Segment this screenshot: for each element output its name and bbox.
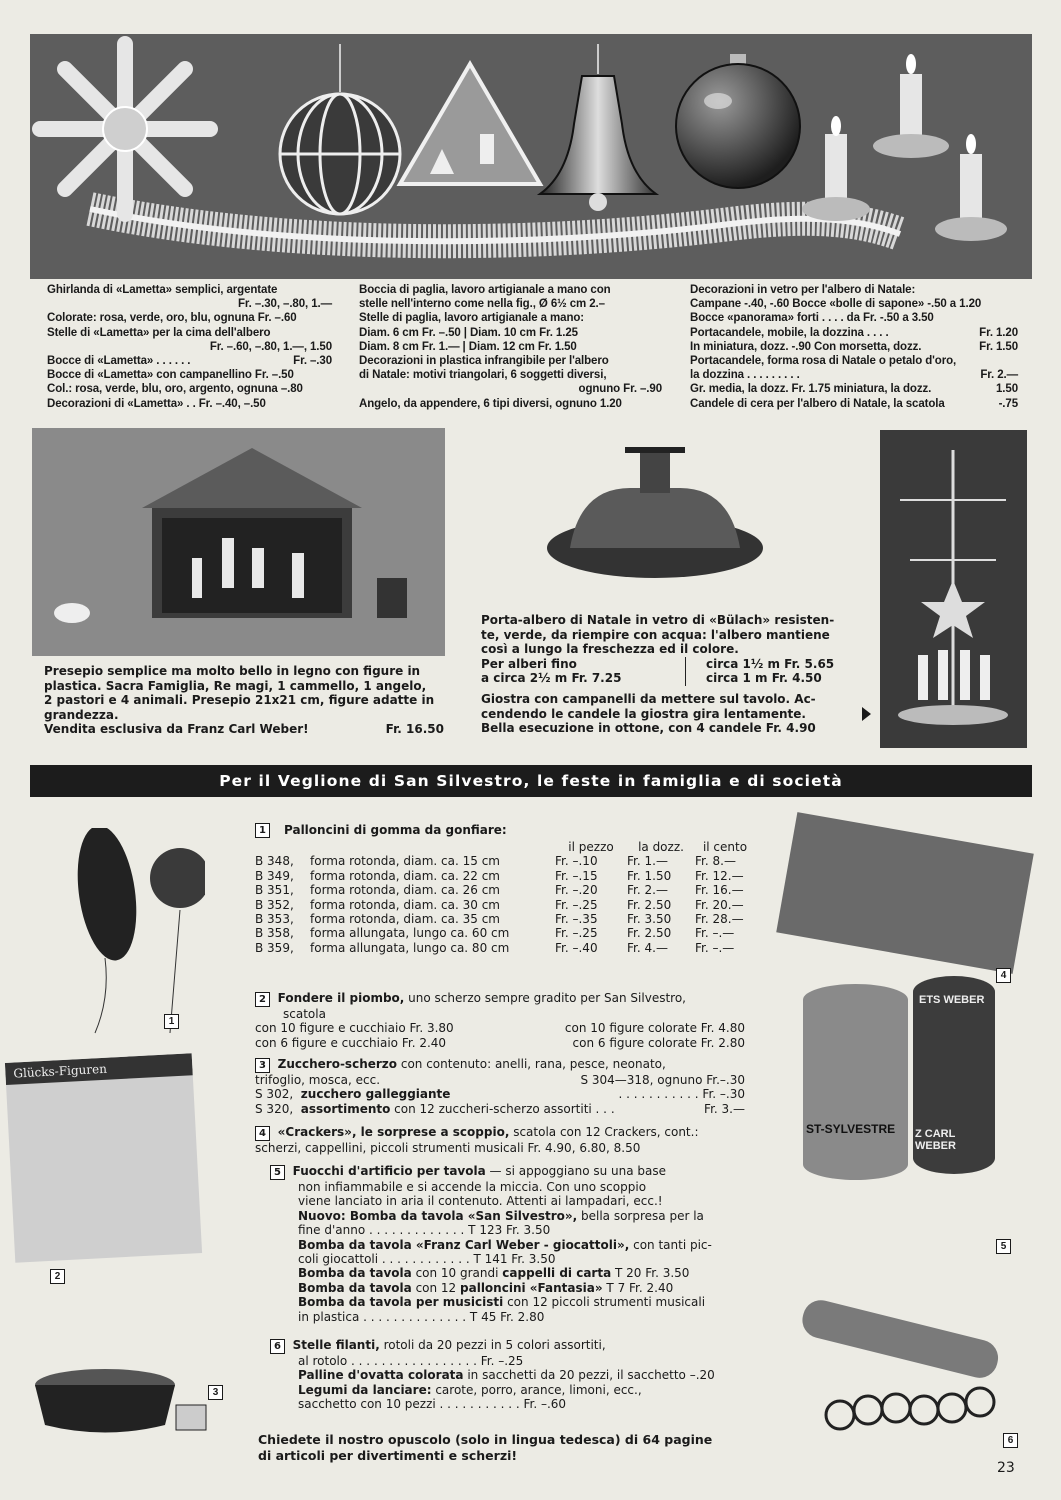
price-line-text: In miniatura, dozz. -.90 Con morsetta, dozz. xyxy=(690,340,922,353)
table-row: B 353, forma rotonda, diam. ca. 35 cm Fr. –.35 Fr. 3.50 Fr. 28.— xyxy=(255,912,744,927)
zucchero-text: trifoglio, mosca, ecc. xyxy=(255,1073,381,1087)
section-number: 6 xyxy=(270,1339,285,1354)
table-row: B 358, forma allungata, lungo ca. 60 cm Fr. –.25 Fr. 2.50 Fr. –.— xyxy=(255,926,735,941)
price-line-value: 1.50 xyxy=(996,383,1018,396)
price-line xyxy=(690,297,1018,311)
balloons-table xyxy=(255,840,755,955)
price-line xyxy=(47,297,332,311)
price-line-text: stelle nell'interno come nella fig., Ø 6½ cm 2.– xyxy=(359,298,605,311)
figure-number-4: 4 xyxy=(996,968,1011,983)
zucchero-item: assortimento xyxy=(300,1101,391,1116)
fuochi-text: non infiammabile e si accende la miccia. Con uno scoppio xyxy=(298,1180,647,1194)
crackers-text: scatola con 12 Crackers, cont.: xyxy=(509,1125,699,1139)
price-line-value: Fr. –.30 xyxy=(293,355,332,368)
page-number: 23 xyxy=(997,1460,1015,1476)
zucchero-code: S 320, xyxy=(255,1101,294,1116)
price-line xyxy=(690,340,1018,354)
porta-row: circa 1 m Fr. 4.50 xyxy=(685,671,856,686)
porta-row: circa 1½ m Fr. 5.65 xyxy=(685,657,856,672)
gluecks-label: Glücks-Figuren xyxy=(5,1053,193,1085)
table-row: B 351, forma rotonda, diam. ca. 26 cm Fr. –.20 Fr. 2.— Fr. 16.— xyxy=(255,883,744,898)
price-line-text: Decorazioni in plastica infrangibile per l'albero xyxy=(359,355,609,368)
price-line-value: Fr. –.60, –.80, 1.—, 1.50 xyxy=(209,340,332,353)
presepio-line: grandezza. xyxy=(44,707,119,722)
price-line-text: Col.: rosa, verde, blu, oro, argento, ognuna –.80 xyxy=(47,383,303,396)
price-line-value: Fr. –.30, –.80, 1.— xyxy=(238,298,332,311)
price-line xyxy=(359,311,662,325)
price-line-text: di Natale: motivi triangolari, 6 soggetti diversi, xyxy=(359,369,607,382)
piombo-title: Fondere il piombo, xyxy=(277,991,405,1005)
price-line xyxy=(47,368,332,382)
porta-line: così a lungo la freschezza ed il colore. xyxy=(481,642,739,657)
footer-line: di articoli per divertimenti e scherzi! xyxy=(258,1447,518,1463)
price-line xyxy=(47,382,332,396)
piombo-option: con 6 figure colorate Fr. 2.80 xyxy=(572,1035,745,1050)
figure-number-2: 2 xyxy=(50,1269,65,1284)
can1-label: ST-SYLVESTRE xyxy=(806,1122,896,1136)
presepio-photo xyxy=(32,428,445,656)
stelle-text: rotoli da 20 pezzi in 5 colori assortiti, xyxy=(379,1338,606,1352)
table-row: B 348, forma rotonda, diam. ca. 15 cm Fr. –.10 Fr. 1.— Fr. 8.— xyxy=(255,854,736,869)
footer-line: Chiedete il nostro opuscolo (solo in lingua tedesca) di 64 pagine xyxy=(258,1432,713,1447)
fuochi-price: T 7 Fr. 2.40 xyxy=(602,1280,674,1295)
price-line xyxy=(47,311,332,325)
legumi-price: sacchetto con 10 pezzi . . . . . . . . . . . Fr. –.60 xyxy=(298,1397,567,1412)
piombo-option: con 10 figure colorate Fr. 4.80 xyxy=(564,1021,745,1036)
presepio-line: 2 pastori e 4 animali. Presepio 21x21 cm, figure adatte in xyxy=(44,693,435,708)
zucchero-code: S 302, xyxy=(255,1087,294,1102)
porta-albero-description xyxy=(481,613,856,736)
price-line xyxy=(690,354,1018,368)
section-number: 4 xyxy=(255,1126,270,1141)
price-line xyxy=(690,397,1018,411)
fuochi-item: palloncini «Fantasia» xyxy=(460,1280,603,1295)
fuochi-title: Fuocchi d'artificio per tavola xyxy=(292,1164,486,1178)
stelle-filanti-illustration xyxy=(790,1290,1030,1440)
candle-holders-icon xyxy=(802,54,1007,241)
price-line-text: Diam. 6 cm Fr. –.50 | Diam. 10 cm Fr. 1.25 xyxy=(359,326,578,339)
price-line xyxy=(690,283,1018,297)
price-line-value: Fr. 2.— xyxy=(980,369,1018,382)
paglia-column xyxy=(359,283,662,411)
table-row: B 359, forma allungata, lungo ca. 80 cm Fr. –.40 Fr. 4.— Fr. –.— xyxy=(255,940,735,955)
triangle-decoration-icon xyxy=(400,64,540,184)
fuochi-item: Bomba da tavola xyxy=(298,1266,412,1281)
can2-bottom-label: Z CARL WEBER xyxy=(915,1128,956,1152)
fuochi-text: viene lanciato in aria il contenuto. Attenti ai lampadari, ecc.! xyxy=(298,1194,663,1209)
vetro-column xyxy=(690,283,1018,411)
giostra-line: Giostra con campanelli da mettere sul tavolo. Ac- xyxy=(481,691,816,706)
zucchero-item: zucchero galleggiante xyxy=(300,1087,451,1102)
fuochi-item: Bomba da tavola per musicisti xyxy=(298,1295,504,1310)
arrow-right-icon xyxy=(862,707,871,721)
col-header: il cento xyxy=(702,840,748,854)
legumi-title: Legumi da lanciare: xyxy=(298,1382,432,1397)
zucchero-text: con 12 zuccheri-scherzo assortiti . . . xyxy=(390,1101,615,1116)
price-line-text: Angelo, da appendere, 6 tipi diversi, ognuno 1.20 xyxy=(359,397,622,410)
porta-row: Per alberi fino xyxy=(481,656,577,671)
col-header: la dozz. xyxy=(638,840,684,854)
ornaments-illustration xyxy=(30,34,1032,279)
price-line-text: Portacandele, forma rosa di Natale o petalo d'oro, xyxy=(690,355,957,368)
glass-ball-icon xyxy=(676,54,800,188)
palline-title: Palline d'ovatta colorata xyxy=(298,1368,464,1383)
fuochi-text: con tanti pic- xyxy=(629,1237,712,1252)
price-line-text: Bocce «panorama» forti . . . . da Fr. -.50 a 3.50 xyxy=(690,312,934,325)
table-row: B 349, forma rotonda, diam. ca. 22 cm Fr. –.15 Fr. 1.50 Fr. 12.— xyxy=(255,868,744,883)
price-line-text: Stelle di «Lametta» per la cima dell'albero xyxy=(47,326,271,339)
giostra-line: Bella esecuzione in ottone, con 4 candele Fr. 4.90 xyxy=(481,721,816,736)
price-line-text: Colorate: rosa, verde, oro, blu, ognuna Fr. –.60 xyxy=(47,312,297,325)
fuochi-price: T 20 Fr. 3.50 xyxy=(611,1266,690,1281)
presepio-price: Fr. 16.50 xyxy=(385,722,444,737)
bell-icon xyxy=(540,44,656,211)
presepio-line: plastica. Sacra Famiglia, Re magi, 1 cammello, 1 angelo, xyxy=(44,678,427,693)
price-line-text: Diam. 8 cm Fr. 1.— | Diam. 12 cm Fr. 1.50 xyxy=(359,340,577,353)
zucchero-cup-illustration xyxy=(30,1330,210,1435)
fuochi-price: in plastica . . . . . . . . . . . . . . T 45 Fr. 2.80 xyxy=(298,1309,545,1324)
price-line-text: Bocce di «Lametta» . . . . . . xyxy=(47,355,191,368)
price-line-text: la dozzina . . . . . . . . . xyxy=(690,369,800,382)
price-line-value: Fr. 1.50 xyxy=(979,340,1018,353)
fuochi-price: fine d'anno . . . . . . . . . . . . . T 123 Fr. 3.50 xyxy=(298,1223,551,1238)
price-line-text: Stelle di paglia, lavoro artigianale a mano: xyxy=(359,312,585,325)
footer-note xyxy=(258,1432,798,1463)
zucchero-price: Fr. 3.— xyxy=(704,1101,745,1116)
balloons-section xyxy=(255,823,775,955)
price-line xyxy=(359,340,662,354)
stelle-price: al rotolo . . . . . . . . . . . . . . . . . Fr. –.25 xyxy=(298,1354,524,1368)
price-line xyxy=(690,382,1018,396)
porta-row: a circa 2½ m Fr. 7.25 xyxy=(481,671,622,686)
giostra-photo xyxy=(880,430,1027,748)
fuochi-can-2 xyxy=(913,976,995,1174)
price-line-text: Decorazioni in vetro per l'albero di Natale: xyxy=(690,284,916,296)
price-line xyxy=(359,368,662,382)
piombo-section xyxy=(255,991,765,1050)
price-line xyxy=(47,283,332,297)
stelle-section xyxy=(270,1338,750,1412)
price-line xyxy=(359,397,662,411)
figure-number-3: 3 xyxy=(208,1385,223,1400)
price-line xyxy=(359,354,662,368)
price-line xyxy=(690,326,1018,340)
table-row: B 352, forma rotonda, diam. ca. 30 cm Fr. –.25 Fr. 2.50 Fr. 20.— xyxy=(255,897,744,912)
straw-ball-icon xyxy=(280,44,400,214)
balloons-illustration xyxy=(35,828,205,1038)
ornaments-photo xyxy=(30,34,1032,279)
price-line-text: Candele di cera per l'albero di Natale, la scatola xyxy=(690,397,945,410)
price-line xyxy=(690,311,1018,325)
crackers-box-photo xyxy=(776,812,1034,974)
figure-number-6: 6 xyxy=(1003,1433,1018,1448)
zucchero-price: . . . . . . . . . . . Fr. –.30 xyxy=(618,1087,745,1102)
price-line xyxy=(359,326,662,340)
palline-text: in sacchetti da 20 pezzi, il sacchetto –.20 xyxy=(463,1368,715,1383)
porta-line: te, verde, da riempire con acqua: l'albero mantiene xyxy=(481,627,830,642)
fuochi-can-1 xyxy=(803,984,908,1180)
stelle-title: Stelle filanti, xyxy=(292,1338,380,1352)
price-line xyxy=(359,283,662,297)
figure-number-1: 1 xyxy=(164,1014,179,1029)
fuochi-text: con 12 xyxy=(411,1280,461,1295)
price-line-text: Campane -.40, -.60 Bocce «bolle di sapone» -.50 a 1.20 xyxy=(690,298,982,311)
lametta-column xyxy=(47,283,332,411)
price-line xyxy=(47,340,332,354)
presepio-vendita: Vendita esclusiva da Franz Carl Weber! xyxy=(44,722,309,737)
zucchero-title: Zucchero-scherzo xyxy=(277,1057,398,1071)
price-line-value: -.75 xyxy=(998,397,1018,410)
legumi-text: carote, porro, arance, limoni, ecc., xyxy=(431,1382,642,1397)
price-line-text: Decorazioni di «Lametta» . . Fr. –.40, –.50 xyxy=(47,397,266,410)
price-line-text: Gr. media, la dozz. Fr. 1.75 miniatura, la dozz. xyxy=(690,383,932,396)
figure-number-5: 5 xyxy=(996,1239,1011,1254)
price-line-value: ognuno Fr. –.90 xyxy=(578,383,662,396)
fuochi-item: Nuovo: Bomba da tavola «San Silvestro», xyxy=(298,1208,578,1223)
fuochi-price: coli giocattoli . . . . . . . . . . . . T 141 Fr. 3.50 xyxy=(298,1252,556,1267)
porta-line: Porta-albero di Natale in vetro di «Bülach» resisten- xyxy=(481,613,835,627)
zucchero-section xyxy=(255,1057,765,1116)
balloons-title: Palloncini di gomma da gonfiare: xyxy=(284,823,507,838)
section-number: 3 xyxy=(255,1058,270,1073)
fuochi-item: cappelli di carta xyxy=(502,1266,612,1281)
fuochi-item: Bomba da tavola «Franz Carl Weber - giocattoli», xyxy=(298,1237,630,1252)
porta-albero-photo xyxy=(460,428,865,606)
col-header: il pezzo xyxy=(568,840,614,854)
zucchero-text: con contenuto: anelli, rana, pesce, neonato, xyxy=(397,1057,666,1071)
price-line-text: Bocce di «Lametta» con campanellino Fr. –.50 xyxy=(47,369,294,382)
section-number: 1 xyxy=(255,823,270,838)
fuochi-text: — si appoggiano su una base xyxy=(485,1164,667,1178)
price-line xyxy=(47,354,332,368)
piombo-option: con 6 figure e cucchiaio Fr. 2.40 xyxy=(255,1035,447,1050)
banner-text: Per il Veglione di San Silvestro, le feste in famiglia e di società xyxy=(219,772,843,790)
fuochi-item: Bomba da tavola xyxy=(298,1280,412,1295)
presepio-description xyxy=(44,664,444,737)
san-silvestro-banner xyxy=(30,765,1032,797)
presepio-line: Presepio semplice ma molto bello in legno con figure in xyxy=(44,664,421,678)
price-line xyxy=(47,326,332,340)
crackers-text: scherzi, cappellini, piccoli strumenti musicali Fr. 4.90, 6.80, 8.50 xyxy=(255,1141,641,1155)
piombo-option: con 10 figure e cucchiaio Fr. 3.80 xyxy=(255,1021,454,1036)
section-number: 5 xyxy=(270,1165,285,1180)
gluecks-figuren-box xyxy=(5,1053,202,1263)
fuochi-text: con 12 piccoli strumenti musicali xyxy=(503,1295,706,1310)
section-number: 2 xyxy=(255,992,270,1007)
price-line xyxy=(47,397,332,411)
giostra-line: cendendo le candele la giostra gira lentamente. xyxy=(481,706,806,721)
price-line xyxy=(690,368,1018,382)
fuochi-text: con 10 grandi xyxy=(411,1266,503,1281)
price-line xyxy=(359,382,662,396)
price-line xyxy=(359,297,662,311)
piombo-text: scatola xyxy=(283,1007,326,1021)
piombo-text: uno scherzo sempre gradito per San Silvestro, xyxy=(404,991,686,1005)
can2-top-label: ETS WEBER xyxy=(919,994,985,1006)
price-line-text: Ghirlanda di «Lametta» semplici, argentate xyxy=(47,284,278,296)
zucchero-price: S 304—318, ognuno Fr.–.30 xyxy=(580,1073,745,1087)
crackers-section xyxy=(255,1125,765,1155)
fuochi-text: bella sorpresa per la xyxy=(577,1208,704,1223)
price-line-text: Portacandele, mobile, la dozzina . . . . xyxy=(690,326,889,339)
fuochi-section xyxy=(270,1164,750,1324)
lametta-star-icon xyxy=(40,44,210,214)
crackers-title: «Crackers», le sorprese a scoppio, xyxy=(277,1125,510,1139)
price-line-value: Fr. 1.20 xyxy=(979,326,1018,339)
price-line-text: Boccia di paglia, lavoro artigianale a mano con xyxy=(359,284,611,296)
